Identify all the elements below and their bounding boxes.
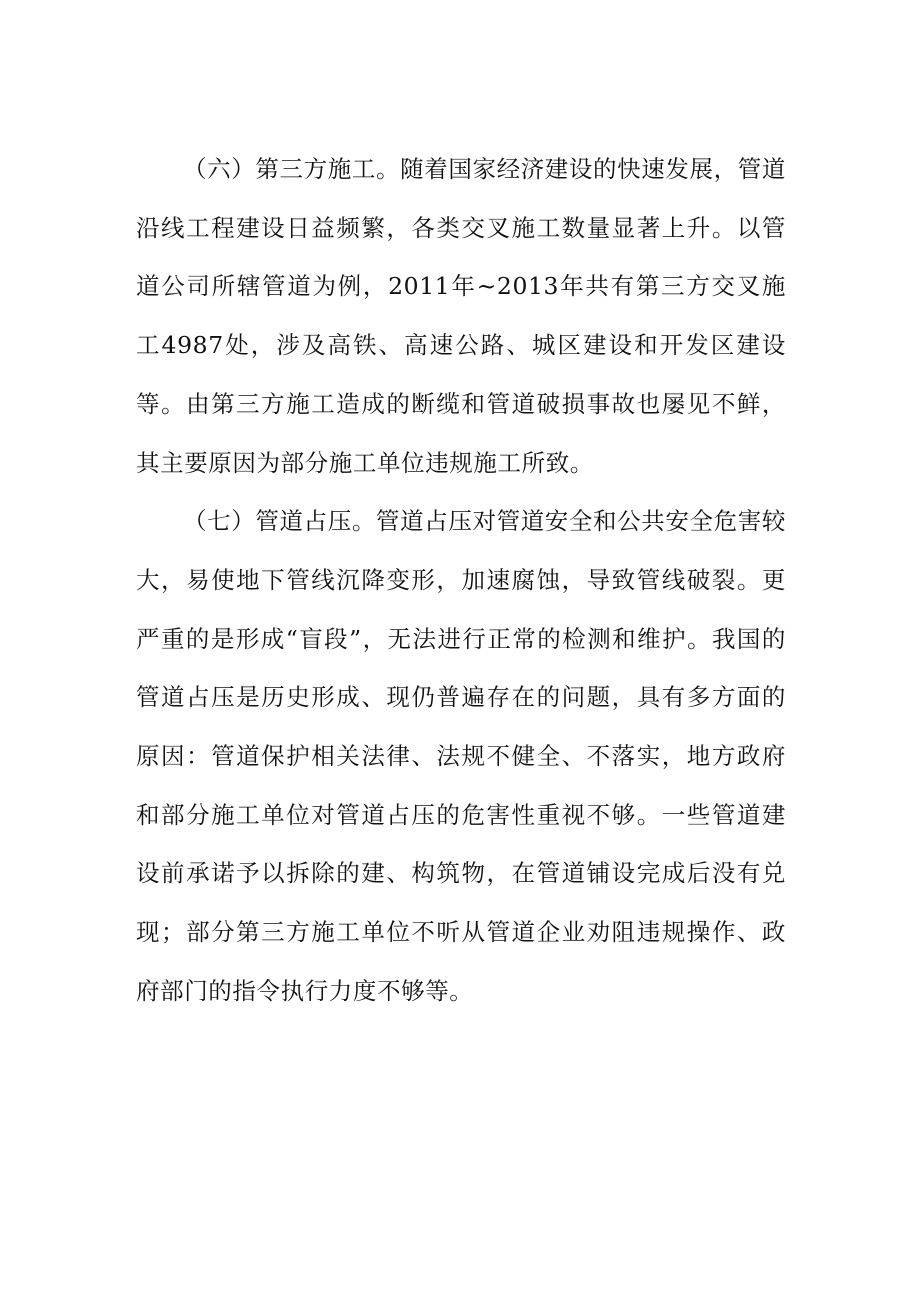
document-body bbox=[136, 140, 786, 1021]
paragraph-pipeline-occupation: （七）管道占压。管道占压对管道安全和公共安全危害较大，易使地下管线沉降变形，加速腐蚀，导致管线破裂。更严重的是形成“盲段”，无法进行正常的检测和维护。我国的管道占压是历史形成、现仍普遍存在的问题，具有多方面的原因：管道保护相关法律、法规不健全、不落实，地方政府和部分施工单位对管道占压的危害性重视不够。一些管道建设前承诺予以拆除的建、构筑物，在管道铺设完成后没有兑现；部分第三方施工单位不听从管道企业劝阻违规操作、政府部门的指令执行力度不够等。 bbox=[136, 507, 786, 1005]
paragraph-third-party-construction: （六）第三方施工。随着国家经济建设的快速发展，管道沿线工程建设日益频繁，各类交叉施工数量显著上升。以管道公司所辖管道为例，2011年~2013年共有第三方交叉施工4987处，涉及高铁、高速公路、城区建设和开发区建设等。由第三方施工造成的断缆和管道破损事故也屡见不鲜，其主要原因为部分施工单位违规施工所致。 bbox=[136, 155, 786, 477]
